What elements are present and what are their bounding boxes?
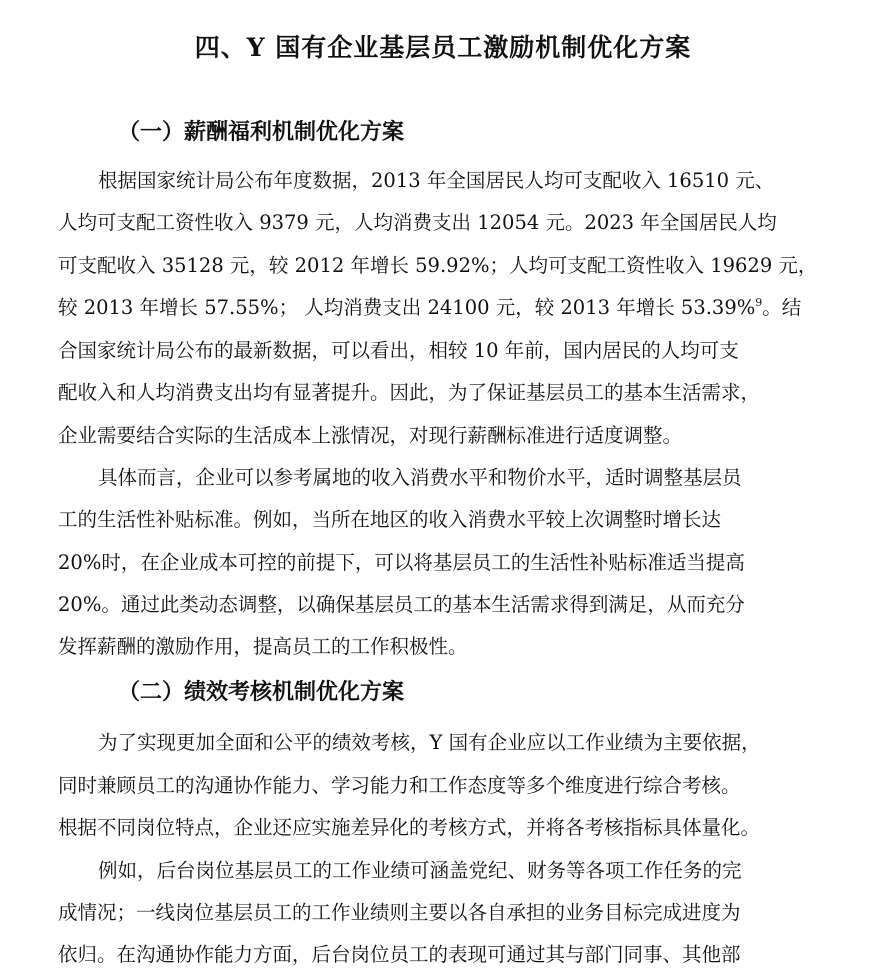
paragraph-line-with-footnote bbox=[58, 294, 801, 322]
paragraph-line: 为了实现更加全面和公平的绩效考核，Y 国有企业应以工作业绩为主要依据， bbox=[98, 731, 761, 754]
paragraph-line: 20%时，在企业成本可控的前提下，可以将基层员工的生活性补贴标准适当提高 bbox=[58, 551, 745, 574]
footnote-reference: 9 bbox=[755, 296, 763, 309]
paragraph-line: 可支配收入 35128 元，较 2012 年增长 59.92%；人均可支配工资性收入 19629 元， bbox=[58, 254, 818, 277]
paragraph-line: 成情况；一线岗位基层员工的工作业绩则主要以各自承担的业务目标完成进度为 bbox=[58, 901, 741, 924]
paragraph-line: 根据不同岗位特点，企业还应实施差异化的考核方式，并将各考核指标具体量化。 bbox=[58, 816, 761, 839]
paragraph-line: 配收入和人均消费支出均有显著提升。因此，为了保证基层员工的基本生活需求， bbox=[58, 381, 761, 404]
paragraph-line: 20%。通过此类动态调整，以确保基层员工的基本生活需求得到满足，从而充分 bbox=[58, 593, 745, 616]
paragraph-line: 同时兼顾员工的沟通协作能力、学习能力和工作态度等多个维度进行综合考核。 bbox=[58, 774, 741, 797]
paragraph-line: 根据国家统计局公布年度数据，2013 年全国居民人均可支配收入 16510 元、 bbox=[98, 169, 775, 192]
page-title: 四、Y 国有企业基层员工激励机制优化方案 bbox=[194, 33, 692, 62]
paragraph-line: 企业需要结合实际的生活成本上涨情况，对现行薪酬标准进行适度调整。 bbox=[58, 424, 683, 447]
paragraph-line: 合国家统计局公布的最新数据，可以看出，相较 10 年前，国内居民的人均可支 bbox=[58, 339, 739, 362]
paragraph-line: 发挥薪酬的激励作用，提高员工的工作积极性。 bbox=[58, 635, 468, 658]
paragraph-line: 人均可支配工资性收入 9379 元，人均消费支出 12054 元。2023 年全国居民人均 bbox=[58, 211, 777, 234]
paragraph-line: 依归。在沟通协作能力方面，后台岗位员工的表现可通过其与部门同事、其他部 bbox=[58, 943, 741, 966]
paragraph-text: 。结 bbox=[762, 296, 802, 319]
paragraph-text: 较 2013 年增长 57.55%； 人均消费支出 24100 元，较 2013 年增长 53.39% bbox=[58, 296, 756, 319]
section-heading-salary: （一）薪酬福利机制优化方案 bbox=[118, 119, 405, 145]
paragraph-line: 具体而言，企业可以参考属地的收入消费水平和物价水平，适时调整基层员 bbox=[98, 466, 742, 489]
paragraph-line: 例如，后台岗位基层员工的工作业绩可涵盖党纪、财务等各项工作任务的完 bbox=[98, 859, 742, 882]
section-heading-performance: （二）绩效考核机制优化方案 bbox=[118, 679, 405, 705]
paragraph-line: 工的生活性补贴标准。例如，当所在地区的收入消费水平较上次调整时增长达 bbox=[58, 508, 722, 531]
